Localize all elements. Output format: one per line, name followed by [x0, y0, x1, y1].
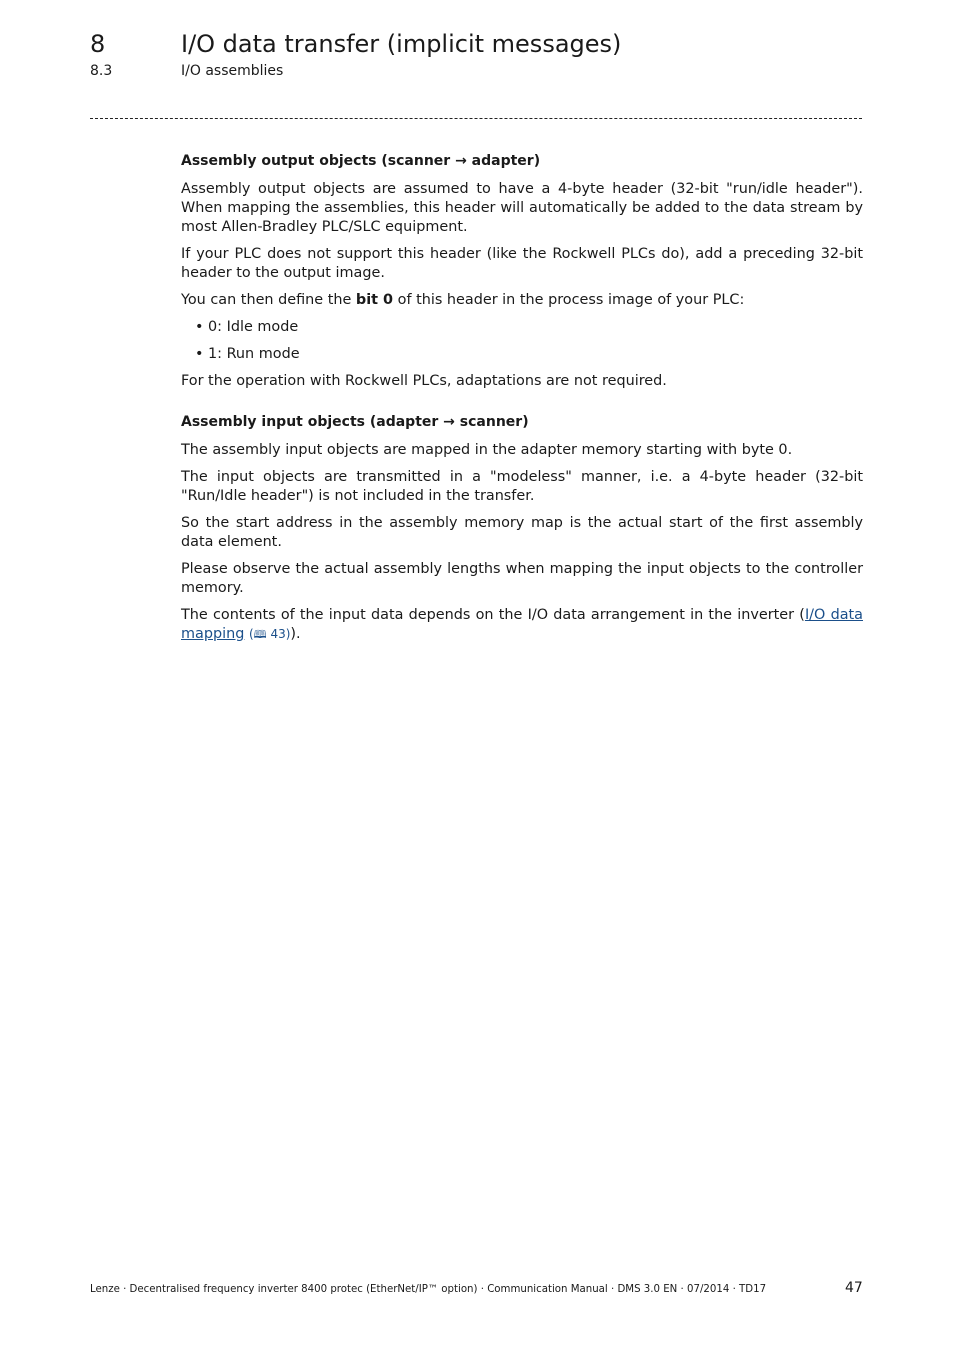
output-p3-pre: You can then define the — [181, 292, 356, 308]
page-number: 47 — [845, 1280, 863, 1296]
output-paragraph-3 — [181, 291, 863, 310]
input-p5-pre: The contents of the input data depends on the I/O data arrangement in the inverter ( — [181, 607, 805, 623]
chapter-number: 8 — [90, 30, 106, 58]
output-p3-bold: bit 0 — [355, 292, 394, 308]
input-paragraph-4: Please observe the actual assembly lengths when mapping the input objects to the controller memory. — [181, 561, 863, 596]
chapter-title: I/O data transfer (implicit messages) — [181, 30, 622, 58]
output-heading-post: adapter) — [471, 153, 541, 169]
footer-text: Lenze · Decentralised frequency inverter 8400 protec (EtherNet/IP™ option) · Communication Manual · DMS 3.0 EN · 07/2014 · TD17 — [90, 1284, 767, 1295]
output-paragraph-1: Assembly output objects are assumed to have a 4-byte header (32-bit "run/idle header"). When mapping the assemblies, this header will automatically be added to the data stream by most Allen-Bradley PLC/SLC equipment. — [181, 181, 863, 235]
input-paragraph-3: So the start address in the assembly memory map is the actual start of the first assembly data element. — [181, 515, 863, 550]
output-paragraph-2: If your PLC does not support this header (like the Rockwell PLCs do), add a preceding 32-bit header to the output image. — [181, 246, 863, 281]
input-p5-post: ). — [290, 626, 301, 642]
output-objects-heading — [181, 152, 863, 171]
list-item: • 1: Run mode — [181, 345, 863, 364]
input-heading-pre: Assembly input objects (adapter — [181, 414, 439, 430]
header-divider — [90, 118, 862, 119]
io-data-mapping-link[interactable]: I/O data mapping — [181, 607, 863, 642]
arrow-right-icon: → — [455, 153, 467, 169]
section-title: I/O assemblies — [181, 63, 284, 79]
output-heading-pre: Assembly output objects (scanner — [181, 153, 451, 169]
input-objects-heading — [181, 413, 863, 432]
arrow-right-icon: → — [443, 414, 455, 430]
output-paragraph-4: For the operation with Rockwell PLCs, adaptations are not required. — [181, 373, 667, 389]
input-paragraph-2: The input objects are transmitted in a "modeless" manner, i.e. a 4-byte header (32-bit "Run/Idle header") is not included in the transfer. — [181, 469, 863, 504]
ref-open: ( — [248, 627, 254, 641]
ref-page: 43 — [266, 627, 286, 641]
output-p3-post: of this header in the process image of your PLC: — [393, 292, 745, 308]
input-heading-post: scanner) — [459, 414, 529, 430]
page-reference[interactable] — [249, 627, 290, 641]
input-paragraph-5 — [181, 606, 863, 644]
mode-list — [181, 318, 863, 364]
section-number: 8.3 — [90, 63, 113, 79]
ref-close: ) — [285, 627, 291, 641]
book-icon: 🕮 — [253, 628, 267, 641]
list-item: • 0: Idle mode — [181, 318, 863, 337]
page-content — [181, 152, 863, 652]
input-paragraph-1: The assembly input objects are mapped in the adapter memory starting with byte 0. — [181, 442, 793, 458]
